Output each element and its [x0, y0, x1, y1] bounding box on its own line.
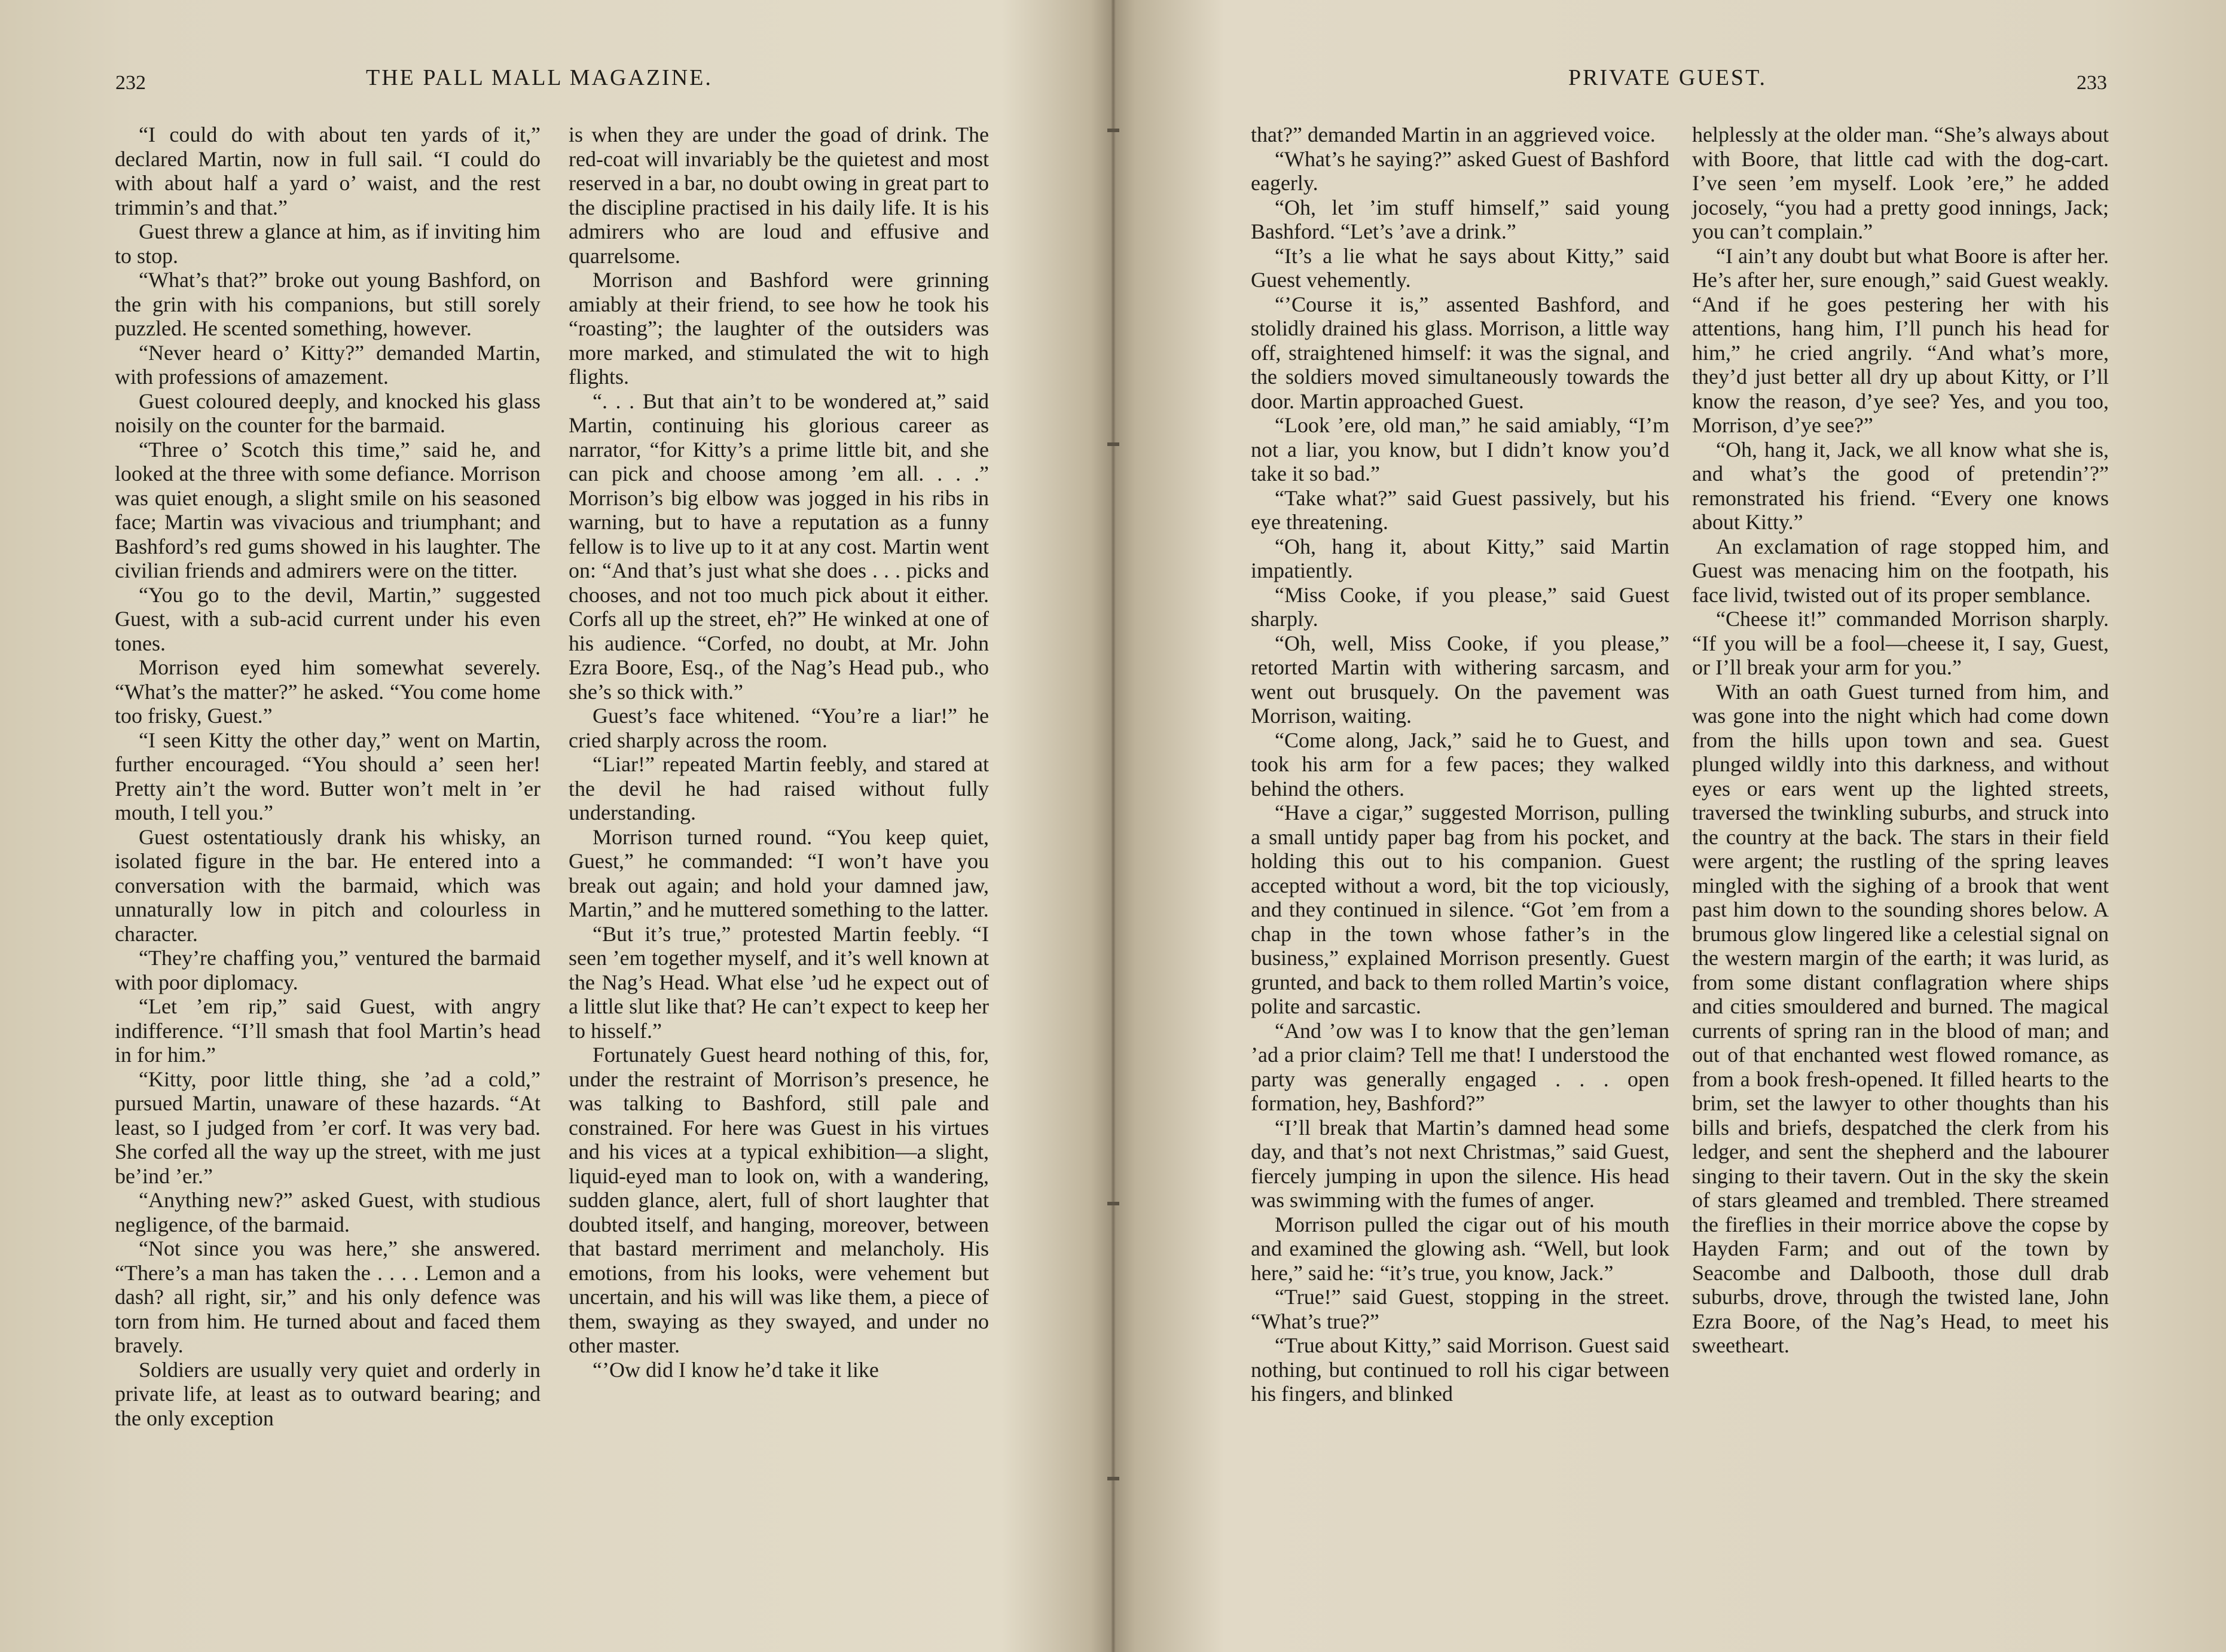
paragraph: “I’ll break that Martin’s damned head some day, and that’s not next Christmas,” said Guest, fiercely jumping in upon the silence. His head was swimming with the fumes of anger. [1251, 1115, 1669, 1212]
paragraph: “I could do with about ten yards of it,” declared Martin, now in full sail. “I could do with about half a yard o’ waist, and the rest trimmin’s and that.” [115, 123, 541, 219]
paragraph: “But it’s true,” protested Martin feebly. “I seen ’em together myself, and it’s well known at the Nag’s Head. What else ’ud he expect out of a little slut like that? He can’t expect to keep her to hisself.” [569, 921, 989, 1043]
paragraph: “Oh, hang it, Jack, we all know what she is, and what’s the good of pretendin’?” remonstrated his friend. “Every one knows about Kitty.” [1692, 437, 2109, 534]
running-head: PRIVATE GUEST. [1568, 65, 1767, 90]
paragraph: “’Ow did I know he’d take it like [593, 1357, 879, 1382]
paragraph: “Cheese it!” commanded Morrison sharply. “If you will be a fool—cheese it, I say, Guest, or I’ll break your arm for you.” [1692, 607, 2109, 679]
paragraph: “Miss Cooke, if you please,” said Guest sharply. [1251, 582, 1669, 631]
paragraph: “Never heard o’ Kitty?” demanded Martin, with professions of amazement. [115, 340, 541, 389]
paragraph: Guest ostentatiously drank his whisky, an isolated figure in the bar. He entered into a conversation with the barmaid, which was unnaturally low in pitch and colourless in character. [115, 825, 541, 946]
paragraph: “True!” said Guest, stopping in the street. “What’s true?” [1251, 1285, 1669, 1333]
paragraph: Guest’s face whitened. “You’re a liar!” he cried sharply across the room. [569, 704, 989, 752]
text-column [569, 123, 989, 1382]
paragraph: Guest threw a glance at him, as if inviting him to stop. [115, 219, 541, 268]
paragraph: “What’s that?” broke out young Bashford, on the grin with his companions, but still sorely puzzled. He scented something, however. [115, 268, 541, 340]
paragraph: “Have a cigar,” suggested Morrison, pulling a small untidy paper bag from his pocket, and holding this out to his companion. Guest accepted without a word, bit the top viciously, and they continued in silence. “Got ’em from a chap in the town whose father’s in the business,” explained Morrison presently. Guest grunted, and back to them rolled Martin’s voice, polite and sarcastic. [1251, 801, 1669, 1018]
running-head: THE PALL MALL MAGAZINE. [366, 65, 713, 90]
paragraph: “It’s a lie what he says about Kitty,” said Guest vehemently. [1251, 243, 1669, 292]
paragraph: “Let ’em rip,” said Guest, with angry indifference. “I’ll smash that fool Martin’s head in for him.” [115, 994, 541, 1067]
paragraph: An exclamation of rage stopped him, and Guest was menacing him on the footpath, his face livid, twisted out of its proper semblance. [1692, 534, 2109, 607]
paragraph: “Oh, well, Miss Cooke, if you please,” retorted Martin with withering sarcasm, and went out brusquely. On the pavement was Morrison, waiting. [1251, 631, 1669, 728]
text-column [1692, 123, 2109, 1358]
page-number: 232 [115, 72, 146, 94]
paragraph: that?” demanded Martin in an aggrieved voice. [1251, 123, 1656, 146]
text-column [1251, 123, 1669, 1406]
paragraph: “Liar!” repeated Martin feebly, and stared at the devil he had raised without fully understanding. [569, 752, 989, 825]
paragraph: “What’s he saying?” asked Guest of Bashford eagerly. [1251, 146, 1669, 195]
paragraph: “. . . But that ain’t to be wondered at,” said Martin, continuing his glorious career as narrator, “for Kitty’s a prime little bit, and she can pick and choose among ’em all. . . .” Morrison’s big elbow was jogged in his ribs in warning, but to have a reputation as a funny fellow is to live up to it at any cost. Martin went on: “And that’s just what she does . . . picks and chooses, and not too much pick about it either. Corfs all up the street, eh?” He winked at one of his audience. “Corfed, no doubt, at Mr. John Ezra Boore, Esq., of the Nag’s Head pub., who she’s so thick with.” [569, 389, 989, 704]
paragraph: “’Course it is,” assented Bashford, and stolidly drained his glass. Morrison, a little way off, straightened himself: it was the signal, and the soldiers moved simultaneously towards the door. Martin approached Guest. [1251, 292, 1669, 413]
paragraph: Soldiers are usually very quiet and orderly in private life, at least as to outward bearing; and the only exception [115, 1357, 541, 1430]
paragraph: Guest coloured deeply, and knocked his glass noisily on the counter for the barmaid. [115, 389, 541, 437]
paragraph: “You go to the devil, Martin,” suggested Guest, with a sub-acid current under his even tones. [115, 582, 541, 655]
paragraph: Morrison pulled the cigar out of his mouth and examined the glowing ash. “Well, but look here,” said he: “it’s true, you know, Jack.” [1251, 1212, 1669, 1285]
paragraph: is when they are under the goad of drink. The red-coat will invariably be the quietest and most reserved in a bar, no doubt owing in great part to the discipline practised in his daily life. It is his admirers who are loud and effusive and quarrelsome. [569, 123, 989, 268]
paragraph: “Three o’ Scotch this time,” said he, and looked at the three with some defiance. Morrison was quiet enough, a slight smile on his seasoned face; Martin was vivacious and triumphant; and Bashford’s red gums showed in his laughter. The civilian friends and admirers were on the titter. [115, 437, 541, 582]
paragraph: With an oath Guest turned from him, and was gone into the night which had come down from the hills upon town and sea. Guest plunged wildly into this darkness, and without eyes or ears went up the lighted streets, traversed the twinkling suburbs, and struck into the country at the back. The stars in their field were argent; the rustling of the spring leaves mingled with the sighing of a brook that went past him down to the sounding shores below. A brumous glow lingered like a celestial signal on the western margin of the earth; it was lurid, as from some distant conflagration where ships and cities smouldered and burned. The magical currents of spring ran in the blood of man; and out of that enchanted west flowed romance, as from a book fresh-opened. It filled hearts to the brim, set the lawyer to other thoughts than his bills and briefs, despatched the clerk from his ledger, and sent the shepherd and the labourer singing to their tavern. Out in the sky the skein of stars gleamed and trembled. There streamed the fireflies in their morrice above the copse by Hayden Farm; and out of the town by Seacombe and Dalbooth, those dull drab suburbs, drove, through the twisted lane, John Ezra Boore, of the Nag’s Head, to meet his sweetheart. [1692, 679, 2109, 1357]
paragraph: “Not since you was here,” she answered. “There’s a man has taken the . . . . Lemon and a dash? all right, sir,” and his only defence was torn from him. He turned about and faced them bravely. [115, 1236, 541, 1357]
paragraph: “I ain’t any doubt but what Boore is after her. He’s after her, sure enough,” said Guest weakly. “And if he goes pestering her with his attentions, hang him, I’ll punch his head for him,” he cried angrily. “And what’s more, they’d just better all dry up about Kitty, or I’ll know the reason, d’ye see? Yes, and you too, Morrison, d’ye see?” [1692, 243, 2109, 437]
right-page [1113, 0, 2226, 1652]
paragraph: “I seen Kitty the other day,” went on Martin, further encouraged. “You should a’ seen her! Pretty ain’t the word. Butter won’t melt in ’er mouth, I tell you.” [115, 728, 541, 825]
paragraph: helplessly at the older man. “She’s always about with Boore, that little cad with the dog-cart. I’ve seen ’em myself. Look ’ere,” he added jocosely, “you had a pretty good innings, Jack; you can’t complain.” [1692, 123, 2109, 243]
paragraph: Morrison turned round. “You keep quiet, Guest,” he commanded: “I won’t have you break out again; and hold your damned jaw, Martin,” and he muttered something to the latter. [569, 825, 989, 921]
paragraph: “Oh, let ’im stuff himself,” said young Bashford. “Let’s ’ave a drink.” [1251, 195, 1669, 243]
paragraph: “Come along, Jack,” said he to Guest, and took his arm for a few paces; they walked behind the others. [1251, 728, 1669, 801]
paragraph: “True about Kitty,” said Morrison. Guest said nothing, but continued to roll his cigar between his fingers, and blinked [1251, 1333, 1669, 1406]
paragraph: “They’re chaffing you,” ventured the barmaid with poor diplomacy. [115, 946, 541, 994]
paragraph: “Oh, hang it, about Kitty,” said Martin impatiently. [1251, 534, 1669, 582]
paragraph: “Take what?” said Guest passively, but his eye threatening. [1251, 485, 1669, 534]
paragraph: Morrison eyed him somewhat severely. “What’s the matter?” he asked. “You come home too frisky, Guest.” [115, 655, 541, 728]
text-column [115, 123, 541, 1430]
paragraph: Morrison and Bashford were grinning amiably at their friend, to see how he took his “roasting”; the laughter of the outsiders was more marked, and stimulated the wit to high flights. [569, 268, 989, 389]
paragraph: Fortunately Guest heard nothing of this, for, under the restraint of Morrison’s presence, he was talking to Bashford, still pale and constrained. For here was Guest in his virtues and his vices at a typical exhibition—a slight, liquid-eyed man to look on, with a wandering, sudden glance, alert, full of short laughter that doubted itself, and hanging, moreover, between that bastard merriment and melancholy. His emotions, from his looks, were vehement but uncertain, and his will was like them, a piece of them, swaying as they swayed, and under no other master. [569, 1043, 989, 1357]
paragraph: “Look ’ere, old man,” he said amiably, “I’m not a liar, you know, but I didn’t know you’d take it so bad.” [1251, 413, 1669, 485]
paragraph: “Anything new?” asked Guest, with studious negligence, of the barmaid. [115, 1188, 541, 1236]
paragraph: “Kitty, poor little thing, she ’ad a cold,” pursued Martin, unaware of these hazards. “At least, so I judged from ’er corf. It was very bad. She corfed all the way up the street, with me just be’ind ’er.” [115, 1067, 541, 1188]
page-number: 233 [2077, 72, 2107, 94]
paragraph: “And ’ow was I to know that the gen’leman ’ad a prior claim? Tell me that! I understood the party was generally engaged . . . open formation, hey, Bashford?” [1251, 1018, 1669, 1115]
